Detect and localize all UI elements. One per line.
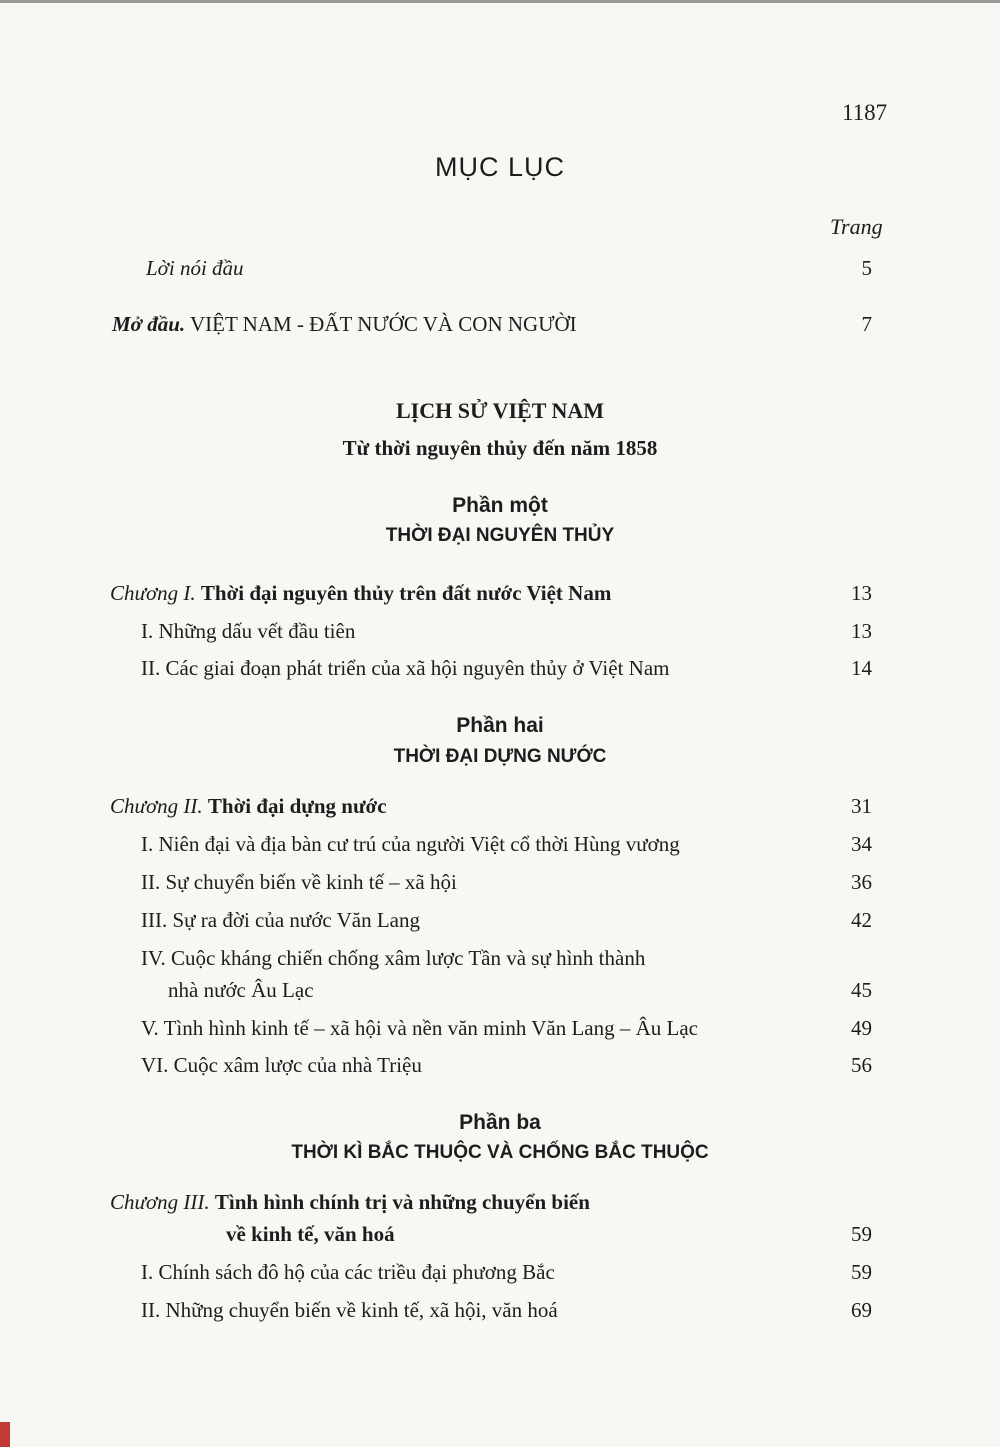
entry-title: VIỆT NAM - ĐẤT NƯỚC VÀ CON NGƯỜI: [190, 312, 577, 336]
entry-page: 56: [851, 1053, 872, 1077]
chapter-title-line2: về kinh tế, văn hoá: [226, 1222, 395, 1246]
chapter-page: 59: [851, 1222, 872, 1246]
part-name: THỜI ĐẠI DỰNG NƯỚC: [393, 746, 607, 767]
part-label: Phần một: [452, 494, 548, 517]
toc-entry[interactable]: [0, 1298, 1000, 1330]
entry-page: 42: [851, 908, 872, 932]
page-number: 1187: [842, 100, 888, 125]
chapter-page: 31: [851, 794, 872, 818]
entry-title: II. Các giai đoạn phát triển của xã hội nguyên thủy ở Việt Nam: [141, 656, 670, 680]
chapter-page: 13: [851, 581, 872, 605]
chapter-prefix: Chương II.: [110, 794, 203, 818]
entry-page: 7: [861, 312, 872, 336]
entry-title: IV. Cuộc kháng chiến chống xâm lược Tần và sự hình thành: [141, 946, 646, 970]
page-column-label: Trang: [830, 214, 883, 239]
toc-chapter-3[interactable]: [0, 1190, 1000, 1222]
entry-prefix: Mở đầu.: [112, 312, 186, 336]
chapter-title: Thời đại nguyên thủy trên đất nước Việt Nam: [200, 581, 612, 605]
toc-entry-continuation[interactable]: [0, 978, 1000, 1010]
entry-page: 5: [861, 256, 872, 280]
toc-entry[interactable]: [0, 870, 1000, 902]
entry-title: Lời nói đầu: [146, 256, 244, 280]
entry-page: 49: [851, 1016, 872, 1040]
section-title: LỊCH SỬ VIỆT NAM: [395, 398, 605, 423]
toc-entry-multiline[interactable]: [0, 946, 1000, 978]
toc-entry[interactable]: [0, 1016, 1000, 1048]
toc-entry-introduction[interactable]: [0, 312, 1000, 344]
part-label: Phần ba: [459, 1111, 541, 1134]
toc-entry[interactable]: [0, 619, 1000, 651]
toc-entry[interactable]: [0, 656, 1000, 688]
part-name: THỜI ĐẠI NGUYÊN THỦY: [385, 525, 615, 546]
part-label: Phần hai: [456, 714, 544, 737]
toc-title: MỤC LỤC: [434, 152, 565, 182]
entry-title: I. Những dấu vết đầu tiên: [141, 619, 356, 643]
part-name: THỜI KÌ BẮC THUỘC VÀ CHỐNG BẮC THUỘC: [291, 1142, 709, 1163]
chapter-prefix: Chương I.: [110, 581, 196, 605]
chapter-title: Tình hình chính trị và những chuyển biến: [214, 1190, 590, 1214]
entry-page: 59: [851, 1260, 872, 1284]
toc-entry[interactable]: [0, 832, 1000, 864]
toc-chapter-1[interactable]: [0, 581, 1000, 613]
entry-page: 14: [851, 656, 872, 680]
toc-chapter-2[interactable]: [0, 794, 1000, 826]
top-border: [0, 0, 1000, 3]
toc-entry-preface[interactable]: [0, 256, 1000, 288]
corner-mark: [0, 1422, 10, 1447]
toc-entry[interactable]: [0, 1053, 1000, 1085]
entry-title: V. Tình hình kinh tế – xã hội và nền văn minh Văn Lang – Âu Lạc: [141, 1016, 698, 1040]
entry-title: II. Sự chuyển biến về kinh tế – xã hội: [141, 870, 457, 894]
toc-chapter-3-continuation[interactable]: [0, 1222, 1000, 1254]
chapter-prefix: Chương III.: [110, 1190, 210, 1214]
entry-title: I. Niên đại và địa bàn cư trú của người Việt cổ thời Hùng vương: [141, 832, 680, 856]
entry-title: II. Những chuyển biến về kinh tế, xã hội, văn hoá: [141, 1298, 558, 1322]
entry-page: 36: [851, 870, 872, 894]
chapter-title: Thời đại dựng nước: [207, 794, 387, 818]
entry-page: 69: [851, 1298, 872, 1322]
toc-entry[interactable]: [0, 908, 1000, 940]
entry-page: 13: [851, 619, 872, 643]
entry-page: 34: [851, 832, 872, 856]
entry-title: VI. Cuộc xâm lược của nhà Triệu: [141, 1053, 422, 1077]
toc-entry[interactable]: [0, 1260, 1000, 1292]
section-subtitle: Từ thời nguyên thủy đến năm 1858: [342, 436, 658, 460]
entry-title-line2: nhà nước Âu Lạc: [168, 978, 314, 1002]
entry-title: I. Chính sách đô hộ của các triều đại phương Bắc: [141, 1260, 555, 1284]
entry-title: III. Sự ra đời của nước Văn Lang: [141, 908, 420, 932]
entry-page: 45: [851, 978, 872, 1002]
